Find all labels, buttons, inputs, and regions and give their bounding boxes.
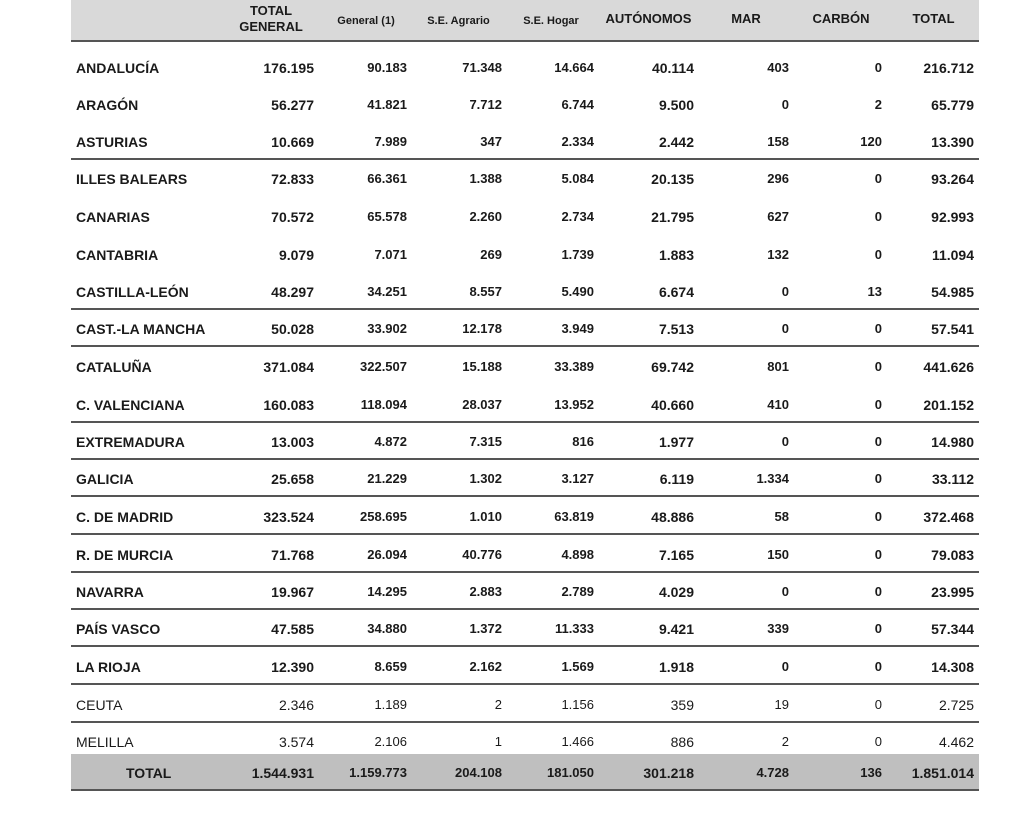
cell-se-agrario: 7.712: [469, 97, 502, 112]
cell-mar: 627: [767, 209, 789, 224]
cell-se-agrario: 269: [480, 247, 502, 262]
cell-total: 57.344: [931, 621, 974, 637]
cell-total-general: 160.083: [263, 397, 314, 413]
cell-se-hogar: 3.949: [561, 321, 594, 336]
cell-total-general: 2.346: [278, 697, 314, 713]
cell-se-agrario: 71.348: [462, 60, 502, 75]
header-se-hogar: S.E. Hogar: [523, 15, 579, 27]
table-row: [71, 536, 979, 573]
cell-se-agrario: 1.010: [469, 509, 502, 524]
cell-se-agrario: 40.776: [462, 547, 502, 562]
cell-carbon: 13: [867, 284, 882, 299]
cell-mar: 801: [767, 359, 789, 374]
cell-mar: 0: [781, 584, 789, 599]
row-name: CEUTA: [76, 697, 123, 713]
cell-se-hogar: 63.819: [554, 509, 594, 524]
table-row: [71, 86, 979, 123]
cell-general: 258.695: [360, 509, 407, 524]
header-total: TOTAL: [912, 11, 955, 26]
totals-general: 1.159.773: [349, 765, 407, 780]
cell-carbon: 0: [874, 171, 882, 186]
cell-autonomos: 359: [670, 697, 694, 713]
cell-carbon: 0: [874, 547, 882, 562]
cell-se-agrario: 28.037: [462, 397, 502, 412]
cell-total: 14.980: [931, 434, 974, 450]
cell-general: 8.659: [374, 659, 407, 674]
cell-general: 41.821: [367, 97, 407, 112]
cell-general: 2.106: [374, 734, 407, 749]
row-name: PAÍS VASCO: [76, 621, 161, 637]
cell-carbon: 0: [874, 621, 882, 636]
cell-total-general: 176.195: [263, 60, 314, 76]
cell-se-hogar: 33.389: [554, 359, 594, 374]
cell-carbon: 120: [860, 134, 882, 149]
cell-general: 1.189: [374, 697, 407, 712]
cell-total-general: 72.833: [271, 171, 314, 187]
cell-carbon: 0: [874, 734, 882, 749]
cell-se-hogar: 2.789: [561, 584, 594, 599]
cell-total-general: 47.585: [271, 621, 314, 637]
cell-se-agrario: 1.372: [469, 621, 502, 636]
totals-total-general: 1.544.931: [251, 765, 314, 781]
cell-total: 57.541: [931, 321, 974, 337]
cell-se-hogar: 1.156: [561, 697, 594, 712]
cell-mar: 158: [767, 134, 789, 149]
table-row: [71, 236, 979, 273]
row-name: C. VALENCIANA: [76, 397, 185, 413]
cell-carbon: 2: [874, 97, 882, 112]
cell-general: 26.094: [367, 547, 407, 562]
cell-se-agrario: 2.162: [469, 659, 502, 674]
cell-total-general: 9.079: [278, 247, 314, 263]
totals-se-hogar: 181.050: [547, 765, 594, 780]
cell-autonomos: 40.660: [651, 397, 694, 413]
cell-se-agrario: 7.315: [469, 434, 502, 449]
cell-general: 4.872: [374, 434, 407, 449]
row-name: CANTABRIA: [76, 247, 159, 263]
cell-carbon: 0: [874, 471, 882, 486]
cell-se-hogar: 1.569: [561, 659, 594, 674]
cell-mar: 0: [781, 284, 789, 299]
cell-se-hogar: 3.127: [561, 471, 594, 486]
table-row: [71, 573, 979, 610]
cell-total-general: 71.768: [271, 547, 314, 563]
totals-label: TOTAL: [126, 765, 172, 781]
row-name: LA RIOJA: [76, 659, 141, 675]
cell-total-general: 13.003: [271, 434, 314, 450]
cell-total: 11.094: [931, 247, 974, 263]
cell-se-agrario: 12.178: [462, 321, 502, 336]
cell-mar: 58: [774, 509, 789, 524]
table-row: [71, 310, 979, 347]
cell-autonomos: 1.883: [658, 247, 694, 263]
totals-autonomos: 301.218: [643, 765, 694, 781]
cell-autonomos: 886: [670, 734, 694, 750]
cell-mar: 339: [767, 621, 789, 636]
cell-carbon: 0: [874, 509, 882, 524]
cell-total-general: 50.028: [271, 321, 314, 337]
cell-se-hogar: 816: [572, 434, 594, 449]
table-row: [71, 386, 979, 423]
cell-general: 90.183: [367, 60, 407, 75]
cell-se-agrario: 2.260: [469, 209, 502, 224]
cell-carbon: 0: [874, 584, 882, 599]
cell-total: 93.264: [931, 171, 974, 187]
totals-total: 1.851.014: [911, 765, 974, 781]
totals-se-agrario: 204.108: [455, 765, 502, 780]
cell-carbon: 0: [874, 209, 882, 224]
cell-total-general: 56.277: [271, 97, 314, 113]
cell-se-hogar: 1.466: [561, 734, 594, 749]
cell-autonomos: 2.442: [658, 134, 694, 150]
table-row: [71, 460, 979, 497]
cell-total: 372.468: [923, 509, 974, 525]
cell-se-hogar: 6.744: [561, 97, 594, 112]
cell-carbon: 0: [874, 321, 882, 336]
cell-carbon: 0: [874, 247, 882, 262]
cell-autonomos: 7.513: [658, 321, 694, 337]
cell-general: 34.251: [367, 284, 407, 299]
cell-mar: 132: [767, 247, 789, 262]
row-name: GALICIA: [76, 471, 134, 487]
cell-autonomos: 1.977: [658, 434, 694, 450]
cell-general: 7.071: [374, 247, 407, 262]
cell-general: 118.094: [360, 397, 407, 412]
header-total-general: TOTAL GENERAL: [239, 3, 303, 34]
cell-total: 441.626: [923, 359, 974, 375]
row-name: CASTILLA-LEÓN: [76, 284, 189, 300]
cell-total-general: 19.967: [271, 584, 314, 600]
cell-total: 92.993: [931, 209, 974, 225]
cell-general: 65.578: [367, 209, 407, 224]
header-autonomos: AUTÓNOMOS: [605, 11, 692, 26]
table-row: [71, 610, 979, 647]
row-name: C. DE MADRID: [76, 509, 174, 525]
cell-autonomos: 69.742: [651, 359, 694, 375]
cell-mar: 1.334: [756, 471, 789, 486]
cell-se-hogar: 11.333: [554, 621, 594, 636]
cell-total-general: 70.572: [271, 209, 314, 225]
cell-carbon: 0: [874, 60, 882, 75]
table-row: [71, 498, 979, 535]
totals-carbon: 136: [860, 765, 882, 780]
cell-mar: 0: [781, 659, 789, 674]
cell-se-agrario: 2.883: [469, 584, 502, 599]
cell-total-general: 10.669: [271, 134, 314, 150]
cell-total-general: 25.658: [271, 471, 314, 487]
cell-se-hogar: 14.664: [554, 60, 594, 75]
cell-carbon: 0: [874, 697, 882, 712]
cell-total: 79.083: [931, 547, 974, 563]
cell-total: 4.462: [938, 734, 974, 750]
totals-mar: 4.728: [756, 765, 789, 780]
cell-total-general: 12.390: [271, 659, 314, 675]
cell-autonomos: 1.918: [658, 659, 694, 675]
cell-autonomos: 6.674: [658, 284, 694, 300]
cell-se-hogar: 2.734: [561, 209, 594, 224]
table-row: [71, 423, 979, 460]
cell-mar: 0: [781, 321, 789, 336]
cell-total: 65.779: [931, 97, 974, 113]
cell-autonomos: 6.119: [659, 471, 694, 487]
table-row: [71, 648, 979, 685]
cell-se-hogar: 13.952: [554, 397, 594, 412]
row-name: ARAGÓN: [76, 97, 139, 113]
cell-carbon: 0: [874, 397, 882, 412]
cell-se-hogar: 5.084: [561, 171, 594, 186]
cell-total-general: 3.574: [278, 734, 314, 750]
table-header: [71, 0, 979, 42]
cell-total: 33.112: [931, 471, 974, 487]
cell-se-hogar: 4.898: [561, 547, 594, 562]
cell-mar: 403: [767, 60, 789, 75]
cell-mar: 150: [767, 547, 789, 562]
row-name: R. DE MURCIA: [76, 547, 174, 563]
cell-autonomos: 9.421: [658, 621, 694, 637]
header-carbon: CARBÓN: [812, 11, 870, 26]
cell-se-hogar: 5.490: [561, 284, 594, 299]
table-row: [71, 198, 979, 235]
row-name: ILLES BALEARS: [76, 171, 188, 187]
cell-se-hogar: 2.334: [561, 134, 594, 149]
cell-carbon: 0: [874, 359, 882, 374]
cell-autonomos: 40.114: [651, 60, 694, 76]
row-name: EXTREMADURA: [76, 434, 185, 450]
row-name: CANARIAS: [76, 209, 150, 225]
header-se-agrario: S.E. Agrario: [427, 15, 490, 27]
table-row: [71, 123, 979, 160]
cell-mar: 0: [781, 434, 789, 449]
cell-mar: 2: [781, 734, 789, 749]
table-row: [71, 348, 979, 385]
cell-mar: 0: [781, 97, 789, 112]
cell-carbon: 0: [874, 434, 882, 449]
table-row: [71, 160, 979, 197]
cell-se-hogar: 1.739: [561, 247, 594, 262]
cell-autonomos: 9.500: [658, 97, 694, 113]
cell-total: 13.390: [931, 134, 974, 150]
cell-total: 54.985: [931, 284, 974, 300]
row-name: ANDALUCÍA: [76, 60, 160, 76]
cell-se-agrario: 347: [480, 134, 502, 149]
row-name: NAVARRA: [76, 584, 144, 600]
cell-total: 216.712: [923, 60, 974, 76]
cell-mar: 296: [767, 171, 789, 186]
cell-mar: 410: [767, 397, 789, 412]
row-name: CATALUÑA: [76, 359, 152, 375]
cell-se-agrario: 1.388: [469, 171, 502, 186]
cell-se-agrario: 1.302: [469, 471, 502, 486]
cell-carbon: 0: [874, 659, 882, 674]
row-name: CAST.-LA MANCHA: [76, 321, 206, 337]
cell-autonomos: 7.165: [658, 547, 694, 563]
cell-general: 34.880: [367, 621, 407, 636]
cell-autonomos: 48.886: [651, 509, 694, 525]
cell-se-agrario: 15.188: [462, 359, 502, 374]
cell-general: 21.229: [367, 471, 407, 486]
cell-general: 322.507: [360, 359, 407, 374]
cell-se-agrario: 2: [494, 697, 502, 712]
row-name: ASTURIAS: [76, 134, 148, 150]
cell-autonomos: 4.029: [658, 584, 694, 600]
cell-autonomos: 20.135: [651, 171, 694, 187]
cell-se-agrario: 8.557: [469, 284, 502, 299]
cell-total-general: 371.084: [263, 359, 314, 375]
header-mar: MAR: [731, 11, 761, 26]
cell-general: 33.902: [367, 321, 407, 336]
cell-mar: 19: [774, 697, 789, 712]
table-row: [71, 273, 979, 310]
header-general: General (1): [337, 15, 395, 27]
cell-se-agrario: 1: [494, 734, 502, 749]
totals-row: [71, 754, 979, 791]
row-name: MELILLA: [76, 734, 134, 750]
cell-total-general: 323.524: [263, 509, 314, 525]
cell-total: 14.308: [931, 659, 974, 675]
cell-total: 201.152: [923, 397, 974, 413]
table-row: [71, 49, 979, 86]
cell-general: 7.989: [374, 134, 407, 149]
cell-total: 2.725: [938, 697, 974, 713]
cell-general: 66.361: [367, 171, 407, 186]
cell-general: 14.295: [367, 584, 407, 599]
cell-total: 23.995: [931, 584, 974, 600]
table-row: [71, 686, 979, 723]
cell-total-general: 48.297: [271, 284, 314, 300]
cell-autonomos: 21.795: [651, 209, 694, 225]
